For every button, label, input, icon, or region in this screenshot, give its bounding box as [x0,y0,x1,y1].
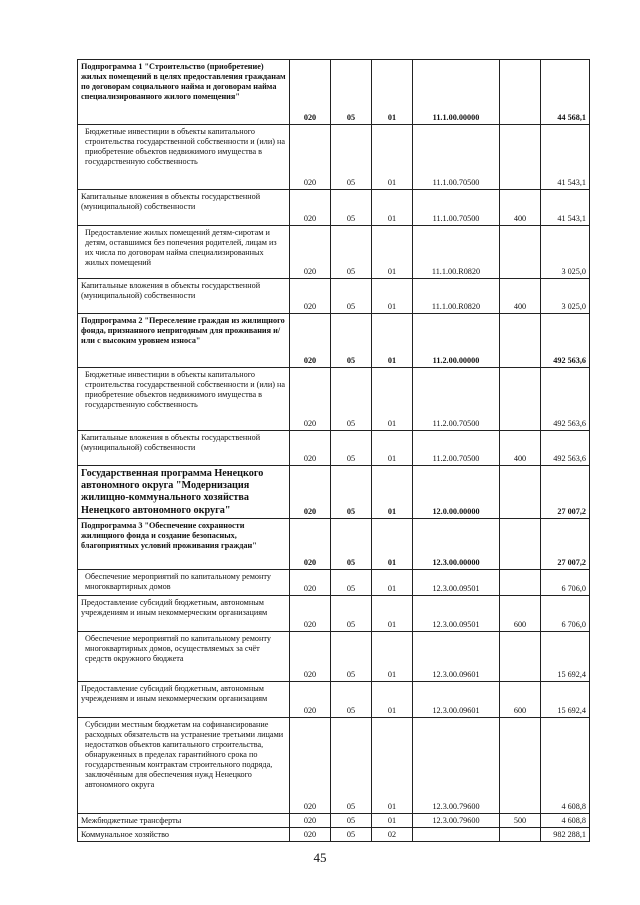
amount: 3 025,0 [541,279,590,314]
amount: 15 692,4 [541,682,590,718]
expense-type-code: 400 [500,279,541,314]
table-row [78,190,590,226]
section-code: 05 [331,226,372,279]
row-name: Межбюджетные трансферты [78,814,290,828]
row-name: Бюджетные инвестиции в объекты капитального строительства государственной собственности и (или) на приобретение объектов недвижимого имущества в государственную собственность [78,368,290,431]
table-row [78,596,590,632]
target-article-code: 12.3.00.79600 [413,718,500,814]
expense-type-code: 400 [500,431,541,466]
expense-type-code [500,226,541,279]
subsection-code: 01 [372,226,413,279]
ministry-code: 020 [290,682,331,718]
row-name: Предоставление жилых помещений детям-сиротам и детям, оставшимся без попечения родителей, лицам из их числа по договорам найма специализированных жилых помещений [78,226,290,279]
section-code: 05 [331,718,372,814]
page-number: 45 [313,850,327,865]
budget-table-body [78,60,590,842]
amount: 27 007,2 [541,466,590,519]
section-code: 05 [331,682,372,718]
ministry-code: 020 [290,814,331,828]
section-code: 05 [331,828,372,842]
amount: 4 608,8 [541,718,590,814]
ministry-code: 020 [290,314,331,368]
target-article-code: 12.3.00.09501 [413,596,500,632]
table-row [78,570,590,596]
expense-type-code [500,828,541,842]
subsection-code: 01 [372,60,413,125]
row-name: Обеспечение мероприятий по капитальному ремонту многоквартирных домов [78,570,290,596]
target-article-code: 12.3.00.09601 [413,632,500,682]
row-name: Предоставление субсидий бюджетным, автономным учреждениям и иным некоммерческим организациям [78,596,290,632]
table-row [78,125,590,190]
target-article-code: 12.3.00.79600 [413,814,500,828]
subsection-code: 01 [372,718,413,814]
expense-type-code [500,466,541,519]
expense-type-code [500,718,541,814]
target-article-code: 11.1.00.70500 [413,190,500,226]
row-name: Капитальные вложения в объекты государственной (муниципальной) собственности [78,190,290,226]
amount: 4 608,8 [541,814,590,828]
amount: 492 563,6 [541,431,590,466]
row-name: Подпрограмма 3 "Обеспечение сохранности жилищного фонда и создание безопасных, благоприятных условий проживания граждан" [78,519,290,570]
target-article-code: 12.3.00.09601 [413,682,500,718]
target-article-code: 12.3.00.09501 [413,570,500,596]
section-code: 05 [331,519,372,570]
target-article-code: 11.1.00.70500 [413,125,500,190]
amount: 6 706,0 [541,596,590,632]
target-article-code: 11.1.00.R0820 [413,279,500,314]
subsection-code: 01 [372,814,413,828]
ministry-code: 020 [290,718,331,814]
row-name: Государственная программа Ненецкого автономного округа "Модернизация жилищно-коммунального хозяйства Ненецкого автономного округа" [78,466,290,519]
budget-table [77,59,590,842]
ministry-code: 020 [290,466,331,519]
table-row [78,314,590,368]
expense-type-code [500,570,541,596]
section-code: 05 [331,368,372,431]
expense-type-code [500,632,541,682]
expense-type-code: 500 [500,814,541,828]
ministry-code: 020 [290,368,331,431]
row-name: Капитальные вложения в объекты государственной (муниципальной) собственности [78,279,290,314]
amount: 15 692,4 [541,632,590,682]
table-row [78,718,590,814]
amount: 3 025,0 [541,226,590,279]
ministry-code: 020 [290,431,331,466]
section-code: 05 [331,314,372,368]
ministry-code: 020 [290,570,331,596]
target-article-code [413,828,500,842]
ministry-code: 020 [290,60,331,125]
amount: 492 563,6 [541,314,590,368]
expense-type-code: 400 [500,190,541,226]
ministry-code: 020 [290,632,331,682]
table-row [78,466,590,519]
row-name: Обеспечение мероприятий по капитальному ремонту многоквартирных домов, осуществляемых за счёт средств окружного бюджета [78,632,290,682]
expense-type-code [500,314,541,368]
target-article-code: 11.1.00.00000 [413,60,500,125]
ministry-code: 020 [290,125,331,190]
target-article-code: 12.3.00.00000 [413,519,500,570]
section-code: 05 [331,60,372,125]
expense-type-code [500,519,541,570]
expense-type-code [500,60,541,125]
expense-type-code [500,368,541,431]
subsection-code: 01 [372,314,413,368]
section-code: 05 [331,570,372,596]
target-article-code: 12.0.00.00000 [413,466,500,519]
section-code: 05 [331,596,372,632]
table-row [78,279,590,314]
table-row [78,60,590,125]
row-name: Подпрограмма 1 "Строительство (приобретение) жилых помещений в целях предоставления гражданам по договорам социального найма и договорам найма специализированного жилого помещения" [78,60,290,125]
subsection-code: 01 [372,125,413,190]
target-article-code: 11.2.00.70500 [413,431,500,466]
target-article-code: 11.2.00.00000 [413,314,500,368]
table-row [78,682,590,718]
section-code: 05 [331,632,372,682]
ministry-code: 020 [290,828,331,842]
target-article-code: 11.1.00.R0820 [413,226,500,279]
section-code: 05 [331,125,372,190]
table-row [78,431,590,466]
ministry-code: 020 [290,596,331,632]
subsection-code: 01 [372,190,413,226]
amount: 41 543,1 [541,190,590,226]
table-row [78,828,590,842]
section-code: 05 [331,466,372,519]
ministry-code: 020 [290,226,331,279]
row-name: Субсидии местным бюджетам на софинансирование расходных обязательств на устранение третьими лицами недостатков объектов капитального строительства, обнаруженных в пределах гарантийного срока по государственным контрактам строительного подряда, заключённым для обеспечения нужд Ненецкого автономного округа [78,718,290,814]
row-name: Капитальные вложения в объекты государственной (муниципальной) собственности [78,431,290,466]
subsection-code: 01 [372,279,413,314]
ministry-code: 020 [290,190,331,226]
row-name: Предоставление субсидий бюджетным, автономным учреждениям и иным некоммерческим организациям [78,682,290,718]
subsection-code: 01 [372,596,413,632]
expense-type-code: 600 [500,682,541,718]
amount: 41 543,1 [541,125,590,190]
table-row [78,226,590,279]
table-row [78,632,590,682]
ministry-code: 020 [290,519,331,570]
subsection-code: 01 [372,632,413,682]
table-row [78,814,590,828]
section-code: 05 [331,190,372,226]
subsection-code: 01 [372,519,413,570]
row-name: Подпрограмма 2 "Переселение граждан из жилищного фонда, признанного непригодным для проживания и/или с высоким уровнем износа" [78,314,290,368]
row-name: Коммунальное хозяйство [78,828,290,842]
expense-type-code: 600 [500,596,541,632]
subsection-code: 01 [372,570,413,596]
section-code: 05 [331,814,372,828]
amount: 6 706,0 [541,570,590,596]
row-name: Бюджетные инвестиции в объекты капитального строительства государственной собственности и (или) на приобретение объектов недвижимого имущества в государственную собственность [78,125,290,190]
amount: 44 568,1 [541,60,590,125]
table-row [78,368,590,431]
section-code: 05 [331,431,372,466]
subsection-code: 01 [372,368,413,431]
amount: 982 288,1 [541,828,590,842]
subsection-code: 02 [372,828,413,842]
amount: 492 563,6 [541,368,590,431]
section-code: 05 [331,279,372,314]
amount: 27 007,2 [541,519,590,570]
expense-type-code [500,125,541,190]
subsection-code: 01 [372,431,413,466]
ministry-code: 020 [290,279,331,314]
target-article-code: 11.2.00.70500 [413,368,500,431]
subsection-code: 01 [372,682,413,718]
table-row [78,519,590,570]
subsection-code: 01 [372,466,413,519]
